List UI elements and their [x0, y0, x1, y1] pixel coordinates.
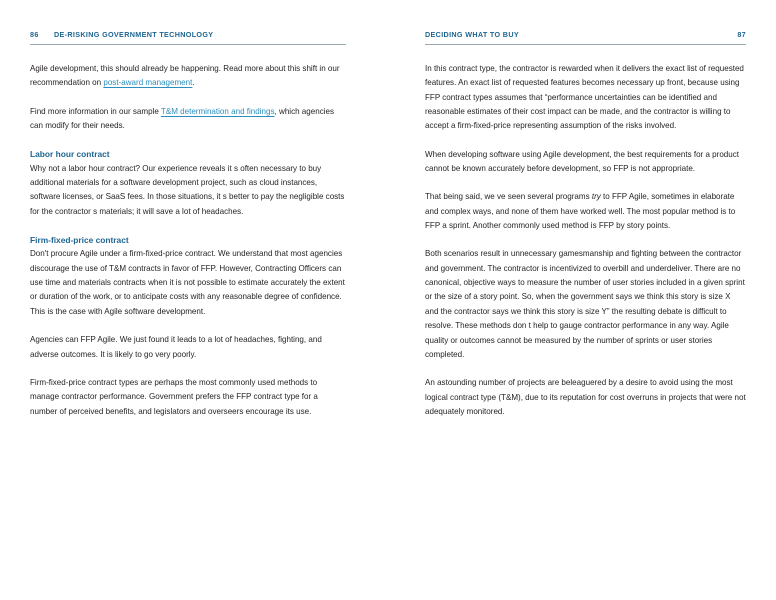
inline-link[interactable]: T&M determination and findings — [160, 106, 275, 116]
page-right — [388, 0, 776, 600]
header-rule-left — [30, 44, 346, 45]
paragraph-agile-development: Agile development, this should already be happening. Read more about this shift in our recommendation on post-award management. — [30, 64, 340, 88]
folio-left: 86 — [30, 30, 39, 39]
body-column-right — [425, 62, 746, 419]
inline-link[interactable]: post-award management — [103, 78, 193, 88]
running-header-right — [425, 30, 746, 41]
paragraph-both-scenarios: Both scenarios result in unnecessary gamesmanship and fighting between the contractor and government. The contractor is incentivized to overbill and underdeliver. There are no canonical, objective ways to measure the number of user stories included in a given sprint or the size of a story point. So, when the government says we think this story is size X and the contractor says we think this story is size Y” the resulting debate is difficult to resolve. These methods don t help to gauge contractor performance in any way. Agile quality or outcomes cannot be measured by the number of sprints or user stories completed. — [425, 249, 745, 359]
paragraph-ffp-most-commonly-used: Firm-fixed-price contract types are perhaps the most commonly used methods to manage contractor performance. Government prefers the FFP contract type for a number of perceived benefits, and legislators and overseers encourage its use. — [30, 377, 318, 416]
heading-labor-hour-contract: Labor hour contract — [30, 149, 110, 160]
paragraph-in-this-contract-type: In this contract type, the contractor is rewarded when it delivers the exact list of requested features. An exact list of requested features becomes necessary up front, because using FFP contract types assumes that “performance uncertainties can be identified and reasonable estimates of their cost impact can be made, and the contractor is willing to accept a firm-fixed-price representing assumption of the risks involved. — [425, 64, 744, 131]
running-header-title-left: DE-RISKING GOVERNMENT TECHNOLOGY — [54, 30, 214, 39]
body-column-left — [30, 62, 346, 419]
heading-firm-fixed-price-contract: Firm-fixed-price contract — [30, 235, 129, 246]
paragraph-agencies-can-ffp-agile: Agencies can FFP Agile. We just found it leads to a lot of headaches, fighting, and adverse outcomes. It is likely to go very poorly. — [30, 335, 322, 359]
folio-right: 87 — [737, 30, 746, 39]
paragraph-an-astounding-number: An astounding number of projects are beleaguered by a desire to avoid using the most logical contract type (T&M), due to its reputation for cost overruns in projects that were not adequately monitored. — [425, 378, 746, 416]
header-rule-right — [425, 44, 746, 45]
emphasis-text: try — [591, 192, 601, 202]
paragraph-labor-hour-contract: Why not a labor hour contract? Our experience reveals it s often necessary to buy additional materials for a software development project, such as cloud instances, software licenses, or SaaS fees. In those situations, it s better to pay the negligible costs for the contractor s materials; it will save a lot of headaches. — [30, 163, 345, 216]
running-header-title-right: DECIDING WHAT TO BUY — [425, 30, 519, 39]
paragraph-find-more-information: Find more information in our sample T&M determination and findings, which agencies can modify for their needs. — [30, 106, 335, 131]
running-header-left — [30, 30, 346, 41]
paragraph-dont-procure-agile: Don't procure Agile under a firm-fixed-price contract. We understand that most agencies discourage the use of T&M contracts in favor of FFP. However, Contracting Officers can use time and materials contracts when it is not possible to estimate accurately the extent or duration of the work, or to anticipate costs with any reasonable degree of confidence. This is the case with Agile software development. — [30, 249, 345, 316]
paragraph-when-developing-software: When developing software using Agile development, the best requirements for a product cannot be known accurately before development, so FFP is not appropriate. — [425, 149, 740, 174]
paragraph-that-being-said: That being said, we ve seen several programs try to FFP Agile, sometimes in elaborate and complex ways, and none of them have worked well. The most popular method is to FFP a sprint. Another commonly used method is FFP by story points. — [425, 192, 736, 231]
